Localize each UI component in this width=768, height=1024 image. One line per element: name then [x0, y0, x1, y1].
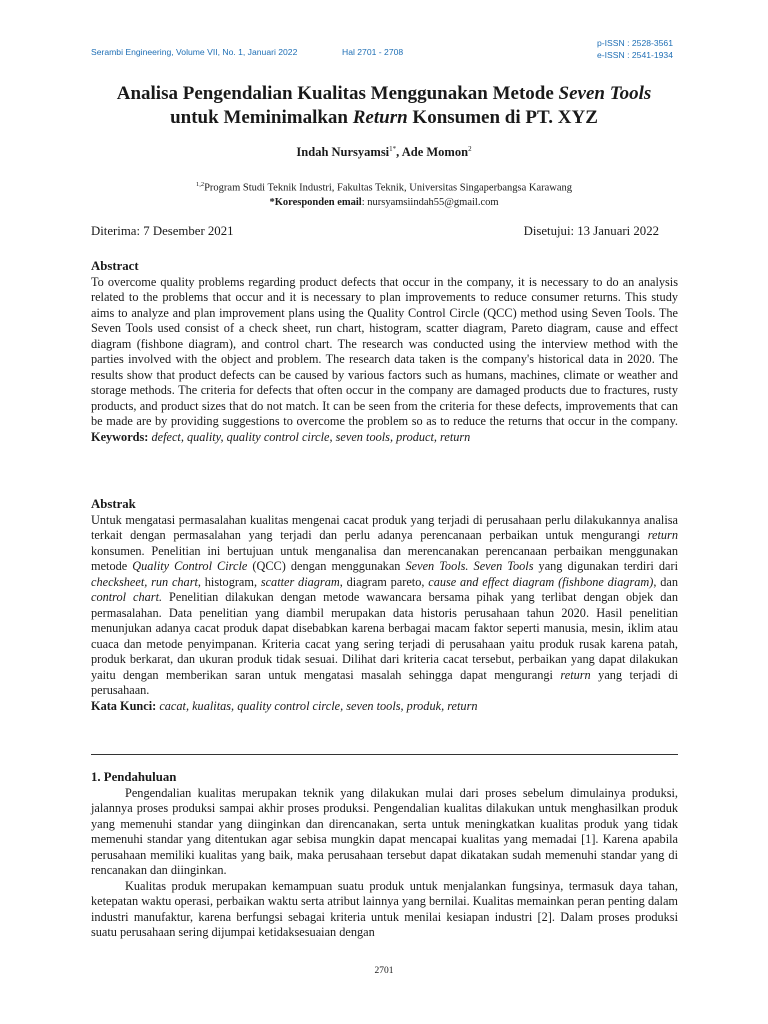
- affil-text: Program Studi Teknik Industri, Fakultas Teknik, Universitas Singaperbangsa Karawang: [204, 182, 573, 194]
- correspondence: [0, 196, 768, 210]
- title-text: Konsumen di PT. XYZ: [407, 107, 598, 128]
- author-separator: ,: [396, 145, 402, 160]
- abstrak-text: Untuk mengatasi permasalahan kualitas mengenai cacat produk yang terjadi di perusahaan perlu dilakukannya analisa terkait dengan permasalahan yang terjadi dan perlu adanya perencanaan perbaikan untuk mengurangi: [91, 512, 678, 542]
- kata-kunci: [91, 699, 678, 715]
- section-divider: [91, 754, 678, 755]
- p-issn: p-ISSN : 2528-3561: [597, 38, 673, 48]
- abstract-heading: Abstract: [91, 259, 139, 273]
- author-affil-sup: 2: [468, 145, 472, 153]
- abstrak-text: yang terjadi di perusahaan.: [91, 667, 678, 697]
- intro-paragraph: Pengendalian kualitas merupakan teknik yang dilakukan mulai dari proses sebelum dimulainya produksi, jalannya proses produksi sampai akhir proses produksi. Pengendalian kualitas dilakukan untuk menghasilkan produk yang memenuhi standar yang diinginkan dan direncanakan, serta untuk meningkatkan kualitas produk yang tidak memenuhi standar yang ditentukan agar sebisa mungkin dapat mencapai kualitas yang memadai [1]. Karena apabila perusahaan memiliki kualitas yang baik, maka perusahaan tersebut dapat dikatakan sudah memenuhi standar yang di rencanakan dan diinginkan.: [91, 785, 678, 877]
- title-italic: Return: [352, 107, 408, 128]
- affiliation-line: [0, 178, 768, 196]
- title-text: Analisa Pengendalian Kualitas Menggunakan Metode: [116, 83, 559, 104]
- page-header: [0, 0, 768, 70]
- abstrak-italic: scatter diagram: [260, 574, 340, 589]
- page-range: Hal 2701 - 2708: [342, 47, 404, 57]
- journal-citation: Serambi Engineering, Volume VII, No. 1, Januari 2022: [91, 47, 298, 57]
- abstract-english: [91, 259, 678, 445]
- abstrak-text: , dan: [653, 574, 679, 589]
- abstrak-italic: Seven Tools. Seven Tools: [405, 559, 534, 573]
- affil-sup: 1,2: [195, 181, 205, 188]
- page-number: 2701: [374, 966, 394, 976]
- keywords-label: Keywords:: [91, 429, 149, 444]
- abstract-body: [91, 275, 678, 446]
- received-date: Diterima: 7 Desember 2021: [91, 224, 234, 238]
- abstract-indonesian: [91, 497, 678, 714]
- approved-date: Disetujui: 13 Januari 2022: [523, 224, 659, 238]
- introduction: [91, 770, 678, 941]
- author-name: Ade Momon: [401, 145, 469, 160]
- author-list: [0, 145, 768, 160]
- kata-kunci-list: cacat, kualitas, quality control circle, seven tools, produk, return: [156, 698, 478, 713]
- abstract-text: To overcome quality problems regarding product defects that occur in the company, it is necessary to do an analysis related to the problems that occur and it is necessary to plan improvements to reduce consumer returns. This study aims to analyze and plan improvement plans using the Quality Control Circle (QCC) method using Seven Tools. The Seven Tools used consist of a check sheet, run chart, histogram, scatter diagram, Pareto diagram, cause and effect diagram (fishbone diagram), and control chart. The research was conducted using the interview method with the parties involved with the object and problem. The research data taken is the company's historical data in 2020. The results show that product defects can be caused by various factors such as humans, machines, climate or weather and storage methods. The criteria for defects that often occur in the company are damaged products due to fractures, rusty products, and product sizes that do not match. It can be seen from the criteria for these defects, improvements that can be made are by providing suggestions to overcome the problem so as to reduce the returns that occur in the company.: [91, 274, 678, 428]
- abstrak-italic: return: [560, 667, 591, 682]
- intro-heading: 1. Pendahuluan: [91, 770, 177, 784]
- issn-block: [597, 37, 673, 61]
- kata-kunci-label: Kata Kunci:: [91, 698, 157, 713]
- abstrak-heading: Abstrak: [91, 497, 136, 511]
- title-line-1: [60, 82, 708, 106]
- e-issn: e-ISSN : 2541-1934: [597, 50, 673, 60]
- submission-dates: [91, 224, 659, 239]
- abstrak-text: konsumen. Penelitian ini bertujuan untuk menganalisa dan merencanakan perencanaan perbaikan menggunakan metode: [91, 543, 678, 573]
- affiliation: [0, 178, 768, 210]
- abstrak-text: yang digunakan terdiri dari: [533, 559, 678, 573]
- abstrak-italic: cause and effect diagram (fishbone diagram): [428, 574, 654, 589]
- paper-title: [60, 82, 708, 130]
- abstrak-italic: checksheet, run chart: [91, 574, 198, 589]
- abstrak-italic: return: [647, 528, 678, 542]
- abstrak-italic: Quality Control Circle: [132, 559, 248, 573]
- keywords-list: defect, quality, quality control circle, seven tools, product, return: [148, 429, 471, 444]
- author-affil-sup: 1*: [389, 145, 397, 153]
- title-text: untuk Meminimalkan: [170, 107, 353, 128]
- abstrak-text: , histogram,: [197, 574, 261, 589]
- abstrak-body: [91, 513, 678, 699]
- intro-paragraph: Kualitas produk merupakan kemampuan suatu produk untuk menjalankan fungsinya, termasuk daya tahan, ketepatan waktu operasi, perbaikan waktu serta atribut lainnya yang bernilai. Kualitas memainkan peran penting dalam industri manufaktur, karena berfungsi sebagai kriteria untuk menilai kesiapan industri [2]. Dalam proses produksi suatu perusahaan sering dijumpai ketidaksesuaian dengan: [91, 878, 678, 939]
- abstrak-text: Penelitian dilakukan dengan metode wawancara bersama pihak yang terlibat dengan objek dan permasalahan. Data penelitian yang diambil merupakan data historis perusahaan tahun 2020. Hasil penelitian menunjukan adanya cacat produk dapat disebabkan karena berbagai macam faktor seperti manusia, mesin, iklim atau cuaca dan metode penyimpanan. Kriteria cacat yang sering terjadi di perusahaan yaitu produk rusak karena patah, produk berkarat, dan ukuran produk tidak sesuai. Dilihat dari kriteria cacat tersebut, perbaikan yang dapat dilakukan yaitu dengan memberikan saran untuk mengatasi masalah sehingga dapat mengurangi: [91, 590, 679, 682]
- corr-email: : nursyamsiindah55@gmail.com: [361, 196, 499, 208]
- abstrak-text: (QCC) dengan menggunakan: [247, 559, 406, 573]
- abstrak-text: , diagram pareto,: [339, 574, 429, 589]
- abstrak-italic: control chart.: [91, 590, 163, 604]
- author-name: Indah Nursyamsi: [296, 145, 390, 160]
- title-italic: Seven Tools: [558, 83, 652, 104]
- corr-label: *Koresponden email: [269, 196, 362, 208]
- title-line-2: [60, 106, 708, 130]
